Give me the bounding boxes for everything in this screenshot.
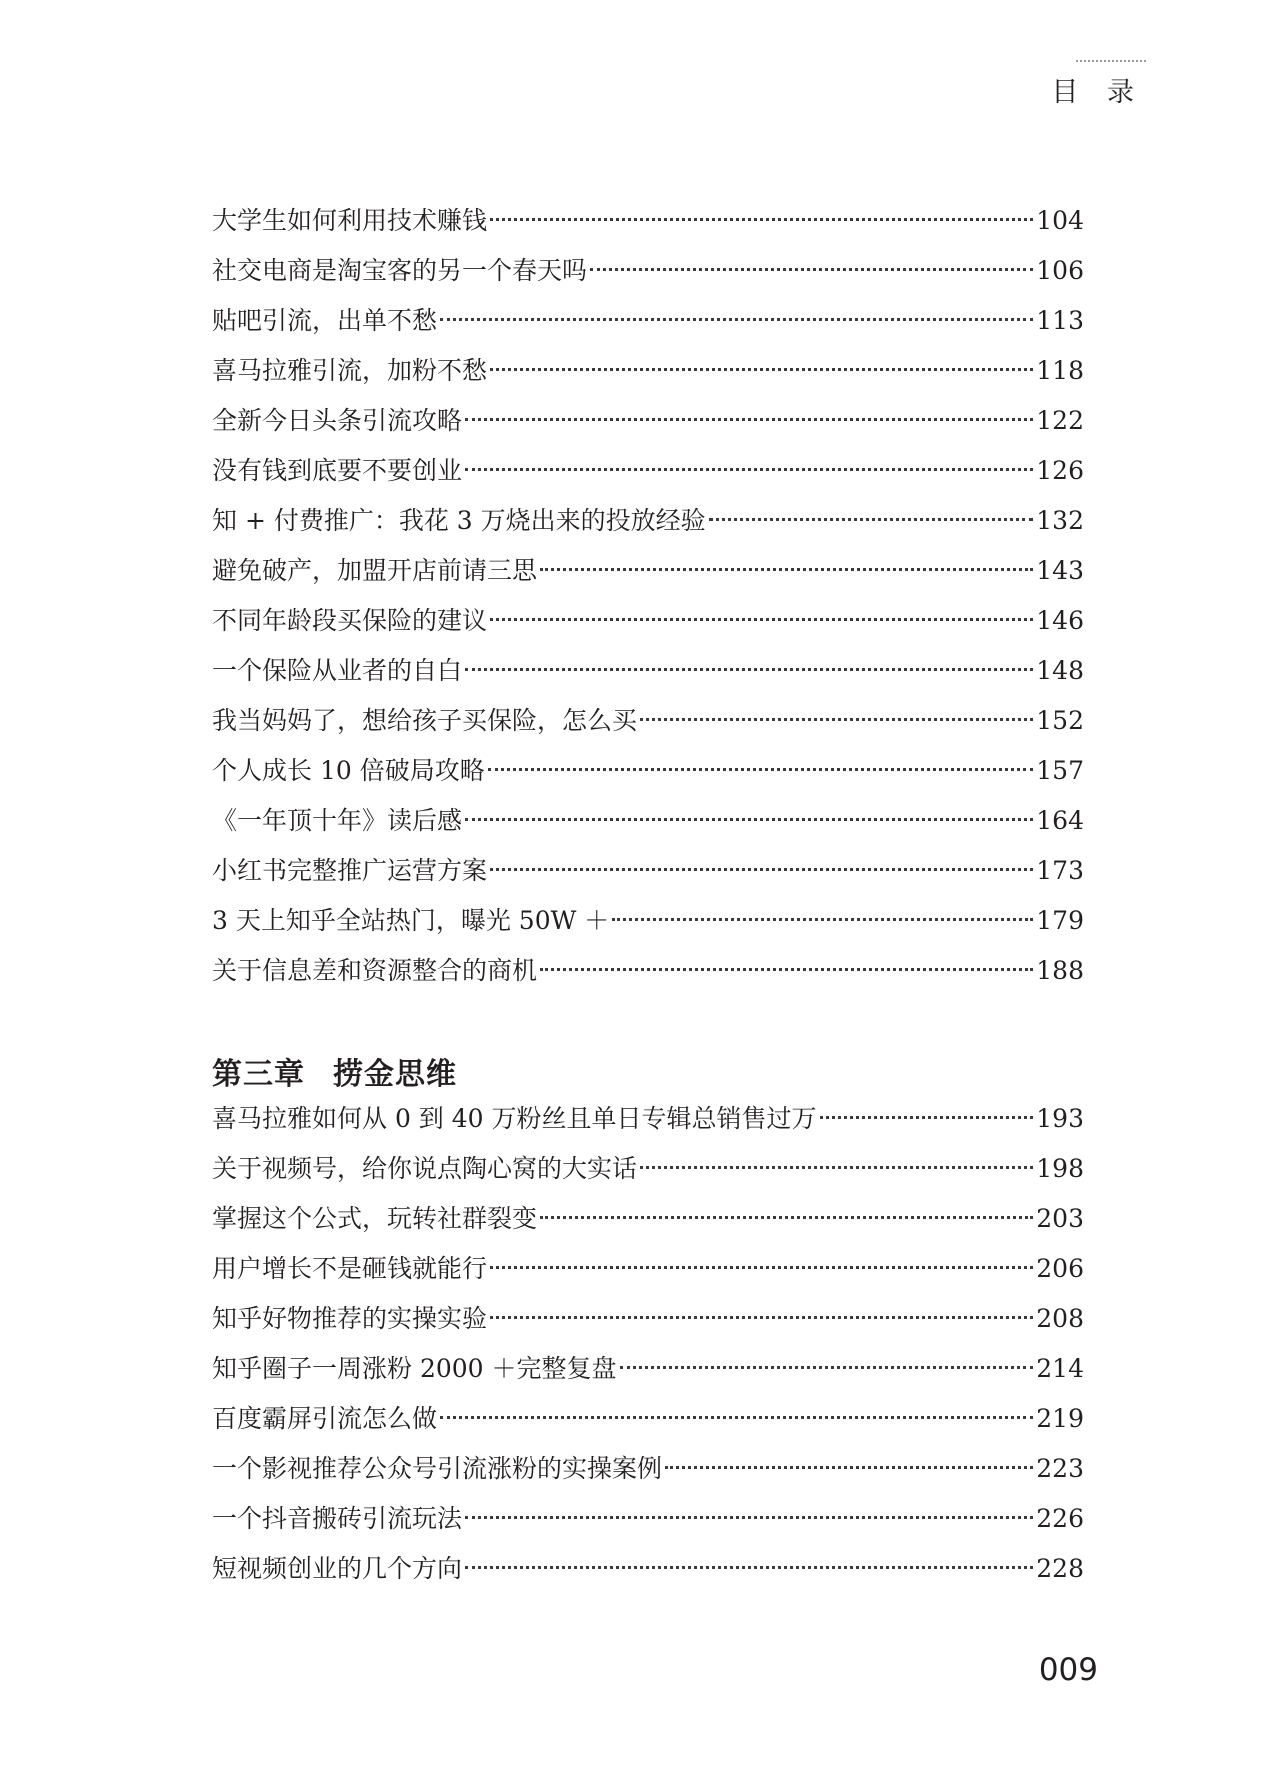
- toc-entry: [212, 396, 1084, 446]
- page-number: 009: [1038, 1652, 1098, 1688]
- dot-leader: [465, 668, 1033, 671]
- dot-leader: [488, 768, 1034, 771]
- dot-leader: [490, 368, 1033, 371]
- toc-entry-page: 148: [1036, 656, 1084, 685]
- toc-entry-title: 一个影视推荐公众号引流涨粉的实操案例: [212, 1454, 663, 1483]
- toc-entry-title: 喜马拉雅如何从 0 到 40 万粉丝且单日专辑总销售过万: [212, 1104, 817, 1133]
- chapter-heading: [212, 1049, 485, 1093]
- toc-entry-page: 198: [1036, 1154, 1084, 1183]
- toc-entry: [212, 1294, 1084, 1344]
- toc-entry: [212, 596, 1084, 646]
- toc-entry-page: 104: [1036, 206, 1084, 235]
- toc-entry-title: 没有钱到底要不要创业: [212, 456, 463, 485]
- toc-entry-title: 关于信息差和资源整合的商机: [212, 956, 538, 985]
- toc-entry: [212, 646, 1084, 696]
- dot-leader: [490, 218, 1033, 221]
- toc-entry-page: 122: [1036, 406, 1084, 435]
- toc-entry: [212, 346, 1084, 396]
- toc-entry-title: 掌握这个公式，玩转社群裂变: [212, 1204, 538, 1233]
- dot-leader: [490, 1266, 1033, 1269]
- dot-leader: [612, 918, 1033, 921]
- toc-entry: [212, 796, 1084, 846]
- dot-leader: [465, 818, 1033, 821]
- toc-entry: [212, 196, 1084, 246]
- dot-leader: [640, 1166, 1033, 1169]
- dot-leader: [540, 968, 1033, 971]
- toc-entry-page: 223: [1036, 1454, 1084, 1483]
- toc-entry: [212, 696, 1084, 746]
- toc-entry-title: 我当妈妈了，想给孩子买保险，怎么买: [212, 706, 638, 735]
- toc-entry-title: 避免破产，加盟开店前请三思: [212, 556, 538, 585]
- toc-entry-page: 173: [1036, 856, 1084, 885]
- dot-leader: [665, 1466, 1033, 1469]
- toc-entry-title: 大学生如何利用技术赚钱: [212, 206, 488, 235]
- toc-entry: [212, 1394, 1084, 1444]
- dot-leader: [490, 1316, 1033, 1319]
- dot-leader: [440, 318, 1033, 321]
- toc-entry-title: 用户增长不是砸钱就能行: [212, 1254, 488, 1283]
- dot-leader: [620, 1366, 1034, 1369]
- toc-entry-title: 个人成长 10 倍破局攻略: [212, 756, 485, 785]
- toc-entry-title: 一个抖音搬砖引流玩法: [212, 1504, 463, 1533]
- toc-entry-title: 喜马拉雅引流，加粉不愁: [212, 356, 488, 385]
- toc-entry: [212, 1094, 1084, 1144]
- toc-entry-title: 短视频创业的几个方向: [212, 1554, 463, 1583]
- toc-entry: [212, 1244, 1084, 1294]
- toc-entry-title: 社交电商是淘宝客的另一个春天吗: [212, 256, 588, 285]
- toc-entry-page: 143: [1036, 556, 1084, 585]
- toc-entry: [212, 446, 1084, 496]
- toc-entry-page: 152: [1036, 706, 1084, 735]
- dot-leader: [465, 1566, 1033, 1569]
- toc-entry: [212, 896, 1084, 946]
- dot-leader: [590, 268, 1033, 271]
- header-rule: [1076, 60, 1146, 62]
- toc-entry: [212, 1344, 1084, 1394]
- toc-entry-title: 《一年顶十年》读后感: [212, 806, 463, 835]
- toc-entry-title: 关于视频号，给你说点陶心窝的大实话: [212, 1154, 638, 1183]
- toc-entry-title: 知乎好物推荐的实操实验: [212, 1304, 488, 1333]
- dot-leader: [820, 1116, 1034, 1119]
- dot-leader: [440, 1416, 1033, 1419]
- toc-entry: [212, 946, 1084, 996]
- toc-entry-title: 小红书完整推广运营方案: [212, 856, 488, 885]
- toc-entry: [212, 546, 1084, 596]
- toc-entry-page: 113: [1036, 306, 1084, 335]
- dot-leader: [490, 618, 1033, 621]
- toc-entry: [212, 846, 1084, 896]
- toc-entry-page: 203: [1036, 1204, 1084, 1233]
- toc-entry: [212, 1544, 1084, 1594]
- toc-entry: [212, 1444, 1084, 1494]
- toc-entry-title: 百度霸屏引流怎么做: [212, 1404, 438, 1433]
- toc-entry: [212, 1144, 1084, 1194]
- dot-leader: [465, 468, 1033, 471]
- toc-entry-page: 118: [1036, 356, 1084, 385]
- toc-entry-page: 132: [1036, 506, 1084, 535]
- toc-entry-title: 全新今日头条引流攻略: [212, 406, 463, 435]
- toc-entry-page: 226: [1036, 1504, 1084, 1533]
- toc-entry-title: 不同年龄段买保险的建议: [212, 606, 488, 635]
- toc-section-1: [212, 196, 1084, 996]
- toc-entry-page: 157: [1036, 756, 1084, 785]
- dot-leader: [490, 868, 1033, 871]
- dot-leader: [465, 418, 1033, 421]
- toc-entry-page: 214: [1036, 1354, 1084, 1383]
- chapter-name: 捞金思维: [333, 1057, 457, 1092]
- toc-entry-page: 219: [1036, 1404, 1084, 1433]
- toc-entry: [212, 746, 1084, 796]
- dot-leader: [640, 718, 1033, 721]
- toc-entry-page: 106: [1036, 256, 1084, 285]
- toc-entry-title: 知 + 付费推广：我花 3 万烧出来的投放经验: [212, 506, 706, 535]
- toc-entry-page: 206: [1036, 1254, 1084, 1283]
- toc-entry: [212, 496, 1084, 546]
- dot-leader: [709, 518, 1034, 521]
- toc-entry: [212, 1494, 1084, 1544]
- toc-entry-page: 193: [1036, 1104, 1084, 1133]
- page-header-title: 目 录: [1051, 77, 1144, 108]
- dot-leader: [540, 1216, 1033, 1219]
- toc-entry-page: 146: [1036, 606, 1084, 635]
- toc-entry-title: 3 天上知乎全站热门，曝光 50W ＋: [212, 906, 610, 935]
- dot-leader: [465, 1516, 1033, 1519]
- chapter-label: 第三章: [212, 1057, 305, 1092]
- toc-entry-page: 208: [1036, 1304, 1084, 1333]
- toc-entry: [212, 246, 1084, 296]
- toc-entry-title: 贴吧引流，出单不愁: [212, 306, 438, 335]
- toc-entry-page: 126: [1036, 456, 1084, 485]
- toc-entry-page: 179: [1036, 906, 1084, 935]
- toc-entry-title: 知乎圈子一周涨粉 2000 ＋完整复盘: [212, 1354, 617, 1383]
- toc-entry: [212, 1194, 1084, 1244]
- toc-section-2: [212, 1094, 1084, 1594]
- dot-leader: [540, 568, 1033, 571]
- toc-entry-page: 164: [1036, 806, 1084, 835]
- toc-entry-title: 一个保险从业者的自白: [212, 656, 463, 685]
- toc-entry-page: 188: [1036, 956, 1084, 985]
- toc-entry: [212, 296, 1084, 346]
- toc-entry-page: 228: [1036, 1554, 1084, 1583]
